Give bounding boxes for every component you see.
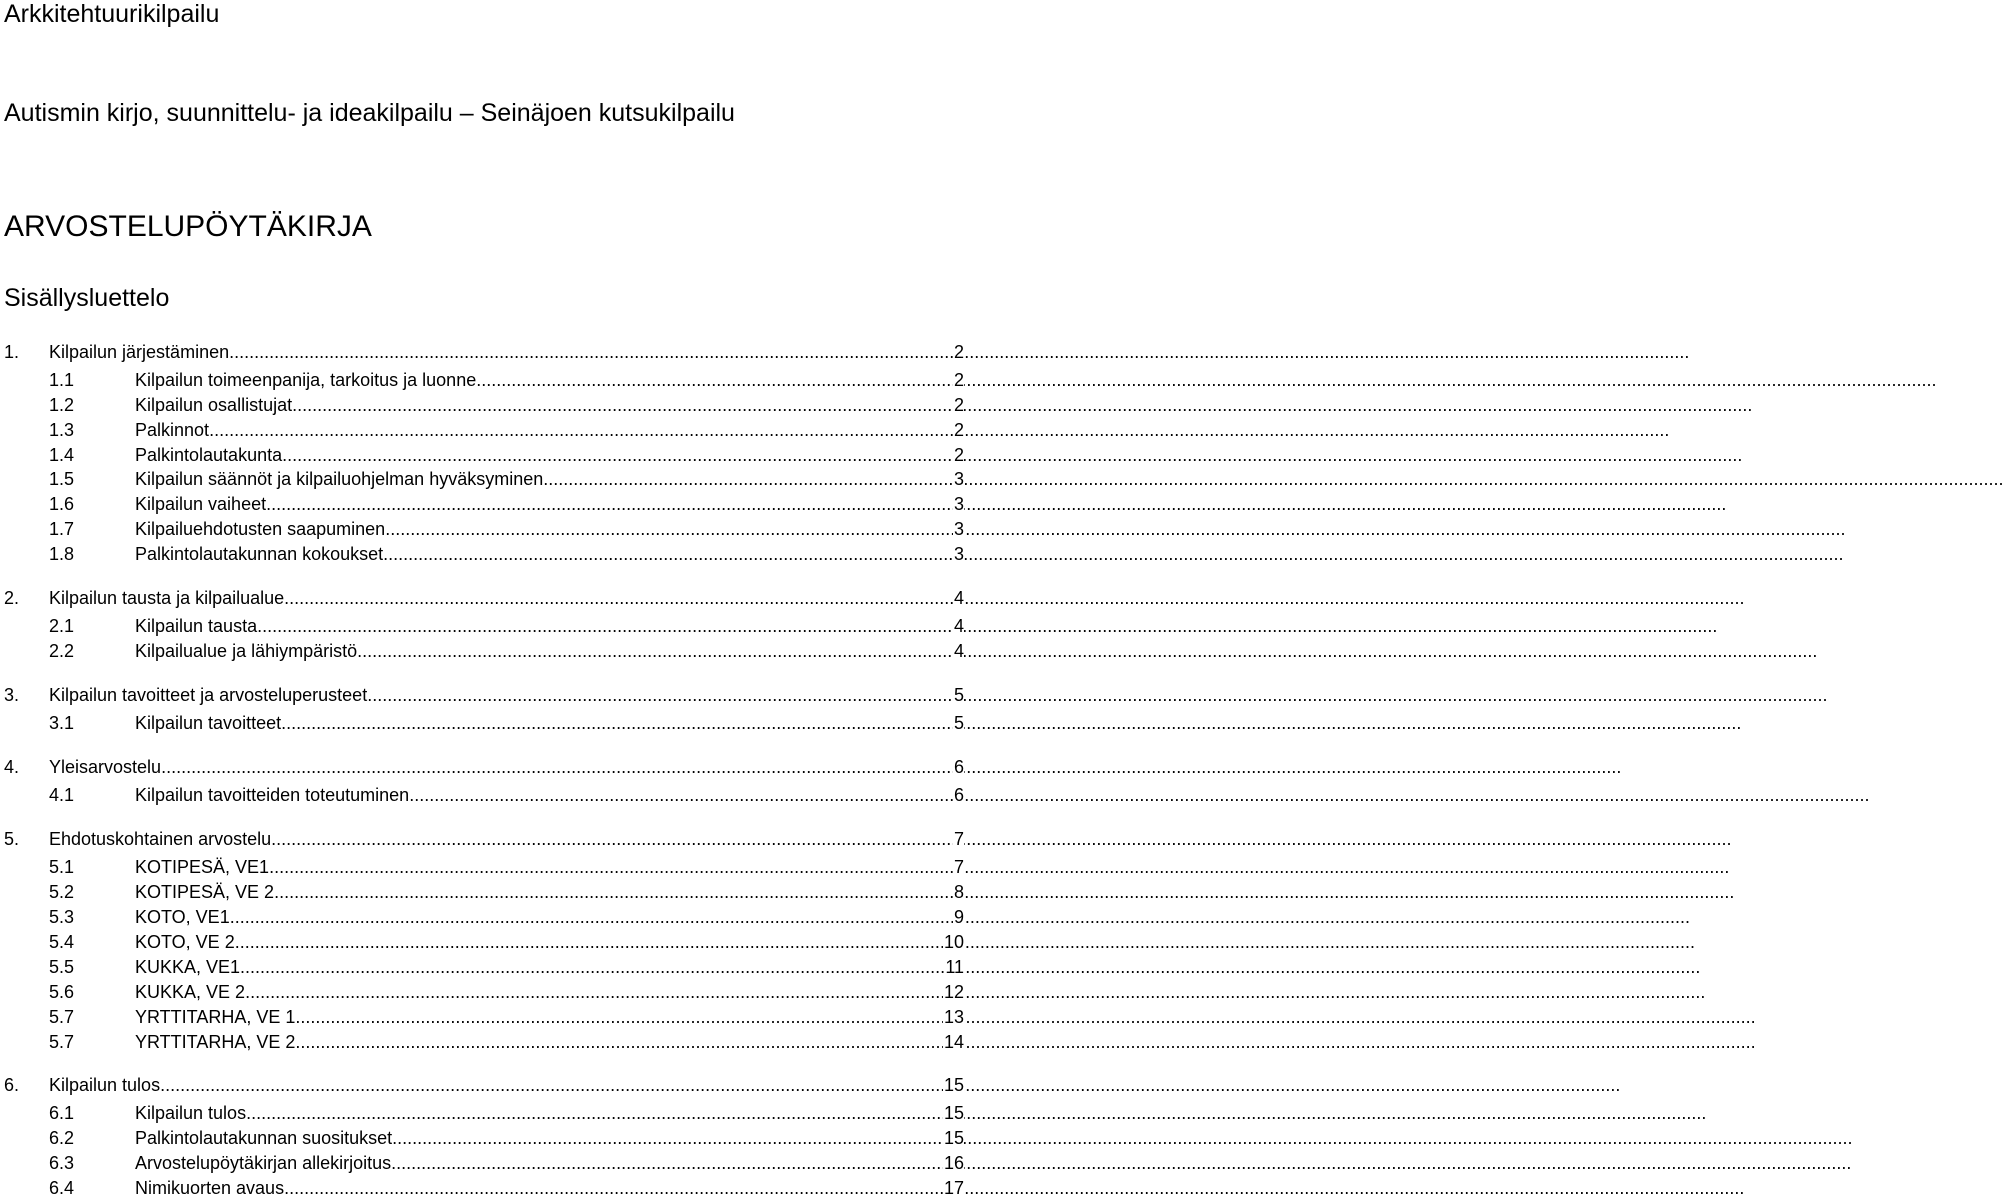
- competition-title: Autismin kirjo, suunnittelu- ja ideakilpailu – Seinäjoen kutsukilpailu: [4, 99, 735, 127]
- toc-entry-page-number: 2: [953, 370, 964, 390]
- toc-entry[interactable]: [0, 1005, 964, 1029]
- toc-entry-title: Palkintolautakunta .....: [135, 443, 964, 467]
- toc-entry-number: 5.3: [49, 907, 75, 927]
- toc-entry-number: 1.6: [49, 494, 75, 514]
- toc-entry-number: 3.: [4, 685, 20, 705]
- toc-entry-number: 6.1: [49, 1103, 75, 1123]
- toc-entry-title: Kilpailun säännöt ja kilpailuohjelman hyväksyminen .....: [135, 467, 964, 491]
- table-of-contents: [0, 0, 964, 1204]
- toc-entry-page-number: 2: [953, 395, 964, 415]
- toc-entry-page-number: 4: [953, 616, 964, 636]
- toc-entry-number: 1.8: [49, 544, 75, 564]
- toc-entry-page-number: 6: [953, 785, 964, 805]
- toc-entry-title: KUKKA, VE1 .....: [135, 955, 964, 979]
- toc-entry-number: 5.2: [49, 882, 75, 902]
- toc-entry-number: 1.1: [49, 370, 75, 390]
- toc-entry-title: KOTIPESÄ, VE1 .....: [135, 855, 964, 879]
- toc-entry-number: 1.5: [49, 469, 75, 489]
- toc-entry-number: 2.2: [49, 641, 75, 661]
- toc-entry-page-number: 15: [943, 1128, 964, 1148]
- toc-entry-title: KOTIPESÄ, VE 2 .....: [135, 880, 964, 904]
- toc-entry-page-number: 4: [953, 588, 964, 608]
- toc-entry-title: Kilpailun tavoitteet ja arvosteluperusteet .....: [49, 683, 964, 707]
- toc-heading: Sisällysluettelo: [4, 284, 170, 312]
- toc-entry-page-number: 2: [953, 445, 964, 465]
- toc-entry-title: Arvostelupöytäkirjan allekirjoitus .....: [135, 1151, 964, 1175]
- toc-entry-title: Nimikuorten avaus .....: [135, 1176, 964, 1200]
- toc-entry[interactable]: [0, 586, 964, 610]
- toc-entry-number: 2.: [4, 588, 20, 608]
- toc-entry-number: 1.2: [49, 395, 75, 415]
- toc-entry-title: KOTO, VE1 .....: [135, 905, 964, 929]
- toc-entry[interactable]: [0, 1126, 964, 1150]
- toc-entry-number: 6.3: [49, 1153, 75, 1173]
- toc-entry-page-number: 14: [943, 1032, 964, 1052]
- toc-entry-title: Kilpailun tulos .....: [135, 1101, 964, 1125]
- toc-entry-title: Kilpailun tulos .....: [49, 1073, 964, 1097]
- toc-entry-page-number: 8: [953, 882, 964, 902]
- toc-entry[interactable]: [0, 855, 964, 879]
- toc-entry-number: 6.4: [49, 1178, 75, 1198]
- toc-entry-page-number: 5: [953, 685, 964, 705]
- toc-entry-title: Kilpailun tavoitteet .....: [135, 711, 964, 735]
- toc-entry-title: Kilpailuehdotusten saapuminen .....: [135, 517, 964, 541]
- toc-entry-number: 1.4: [49, 445, 75, 465]
- toc-entry-page-number: 2: [953, 342, 964, 362]
- toc-entry[interactable]: [0, 1176, 964, 1200]
- toc-entry[interactable]: [0, 905, 964, 929]
- toc-entry[interactable]: [0, 980, 964, 1004]
- toc-entry[interactable]: [0, 1101, 964, 1125]
- toc-entry-page-number: 15: [943, 1075, 964, 1095]
- toc-entry-number: 1.: [4, 342, 20, 362]
- toc-entry-number: 6.2: [49, 1128, 75, 1148]
- toc-entry[interactable]: [0, 1151, 964, 1175]
- toc-entry-title: KUKKA, VE 2 .....: [135, 980, 964, 1004]
- toc-entry-title: Kilpailun tavoitteiden toteutuminen .....: [135, 783, 964, 807]
- toc-entry-title: Palkintolautakunnan kokoukset .....: [135, 542, 964, 566]
- toc-entry[interactable]: [0, 492, 964, 516]
- toc-entry[interactable]: [0, 639, 964, 663]
- toc-entry-page-number: 3: [953, 494, 964, 514]
- toc-entry[interactable]: [0, 467, 964, 491]
- toc-entry-page-number: 7: [953, 829, 964, 849]
- toc-entry-title: Kilpailun tausta ja kilpailualue .....: [49, 586, 964, 610]
- toc-entry[interactable]: [0, 443, 964, 467]
- toc-entry-number: 5.1: [49, 857, 75, 877]
- toc-entry-page-number: 13: [943, 1007, 964, 1027]
- toc-entry-page-number: 15: [943, 1103, 964, 1123]
- toc-entry[interactable]: [0, 1030, 964, 1054]
- toc-entry-title: Kilpailun järjestäminen .....: [49, 340, 964, 364]
- toc-entry-number: 5.5: [49, 957, 75, 977]
- toc-entry-number: 3.1: [49, 713, 75, 733]
- toc-entry-title: Palkinnot .....: [135, 418, 964, 442]
- toc-entry-number: 2.1: [49, 616, 75, 636]
- toc-entry-page-number: 17: [943, 1178, 964, 1198]
- toc-entry[interactable]: [0, 683, 964, 707]
- toc-entry-number: 5.6: [49, 982, 75, 1002]
- toc-entry-title: Yleisarvostelu .....: [49, 755, 964, 779]
- toc-entry[interactable]: [0, 827, 964, 851]
- toc-entry-title: Kilpailun tausta .....: [135, 614, 964, 638]
- toc-entry-page-number: 3: [953, 519, 964, 539]
- toc-entry-page-number: 3: [953, 544, 964, 564]
- toc-entry-title: Kilpailun osallistujat .....: [135, 393, 964, 417]
- toc-entry-page-number: 4: [953, 641, 964, 661]
- toc-entry[interactable]: [0, 517, 964, 541]
- toc-entry-number: 4.: [4, 757, 20, 777]
- toc-entry-title: Palkintolautakunnan suositukset .....: [135, 1126, 964, 1150]
- toc-entry-page-number: 11: [945, 957, 964, 977]
- toc-entry[interactable]: [0, 418, 964, 442]
- toc-entry[interactable]: [0, 614, 964, 638]
- toc-entry-page-number: 10: [943, 932, 964, 952]
- toc-entry-number: 1.3: [49, 420, 75, 440]
- toc-entry[interactable]: [0, 880, 964, 904]
- toc-entry[interactable]: [0, 368, 964, 392]
- toc-entry-number: 4.1: [49, 785, 75, 805]
- toc-entry-title: KOTO, VE 2 .....: [135, 930, 964, 954]
- toc-entry-page-number: 5: [953, 713, 964, 733]
- toc-entry-page-number: 16: [943, 1153, 964, 1173]
- toc-entry-title: YRTTITARHA, VE 1 .....: [135, 1005, 964, 1029]
- toc-entry-title: Kilpailun toimeenpanija, tarkoitus ja luonne .....: [135, 368, 964, 392]
- toc-entry-number: 5.7: [49, 1007, 75, 1027]
- toc-entry-page-number: 6: [953, 757, 964, 777]
- toc-entry-page-number: 2: [953, 420, 964, 440]
- toc-entry-title: Ehdotuskohtainen arvostelu .....: [49, 827, 964, 851]
- report-title: ARVOSTELUPÖYTÄKIRJA: [4, 210, 372, 243]
- toc-entry-number: 5.4: [49, 932, 75, 952]
- toc-entry-page-number: 3: [953, 469, 964, 489]
- toc-entry-number: 1.7: [49, 519, 75, 539]
- toc-entry-number: 5.: [4, 829, 20, 849]
- toc-entry[interactable]: [0, 930, 964, 954]
- toc-entry-title: Kilpailualue ja lähiympäristö .....: [135, 639, 964, 663]
- toc-entry[interactable]: [0, 711, 964, 735]
- toc-entry-number: 6.: [4, 1075, 20, 1095]
- toc-entry[interactable]: [0, 783, 964, 807]
- document-type-heading: Arkkitehtuurikilpailu: [4, 0, 220, 28]
- toc-entry-page-number: 7: [953, 857, 964, 877]
- toc-entry-title: YRTTITARHA, VE 2 .....: [135, 1030, 964, 1054]
- toc-entry-page-number: 12: [943, 982, 964, 1002]
- toc-entry[interactable]: [0, 1073, 964, 1097]
- toc-entry[interactable]: [0, 393, 964, 417]
- toc-entry-number: 5.7: [49, 1032, 75, 1052]
- toc-entry[interactable]: [0, 340, 964, 364]
- toc-entry[interactable]: [0, 955, 964, 979]
- toc-entry-title: Kilpailun vaiheet .....: [135, 492, 964, 516]
- toc-entry-page-number: 9: [953, 907, 964, 927]
- toc-entry[interactable]: [0, 542, 964, 566]
- toc-entry[interactable]: [0, 755, 964, 779]
